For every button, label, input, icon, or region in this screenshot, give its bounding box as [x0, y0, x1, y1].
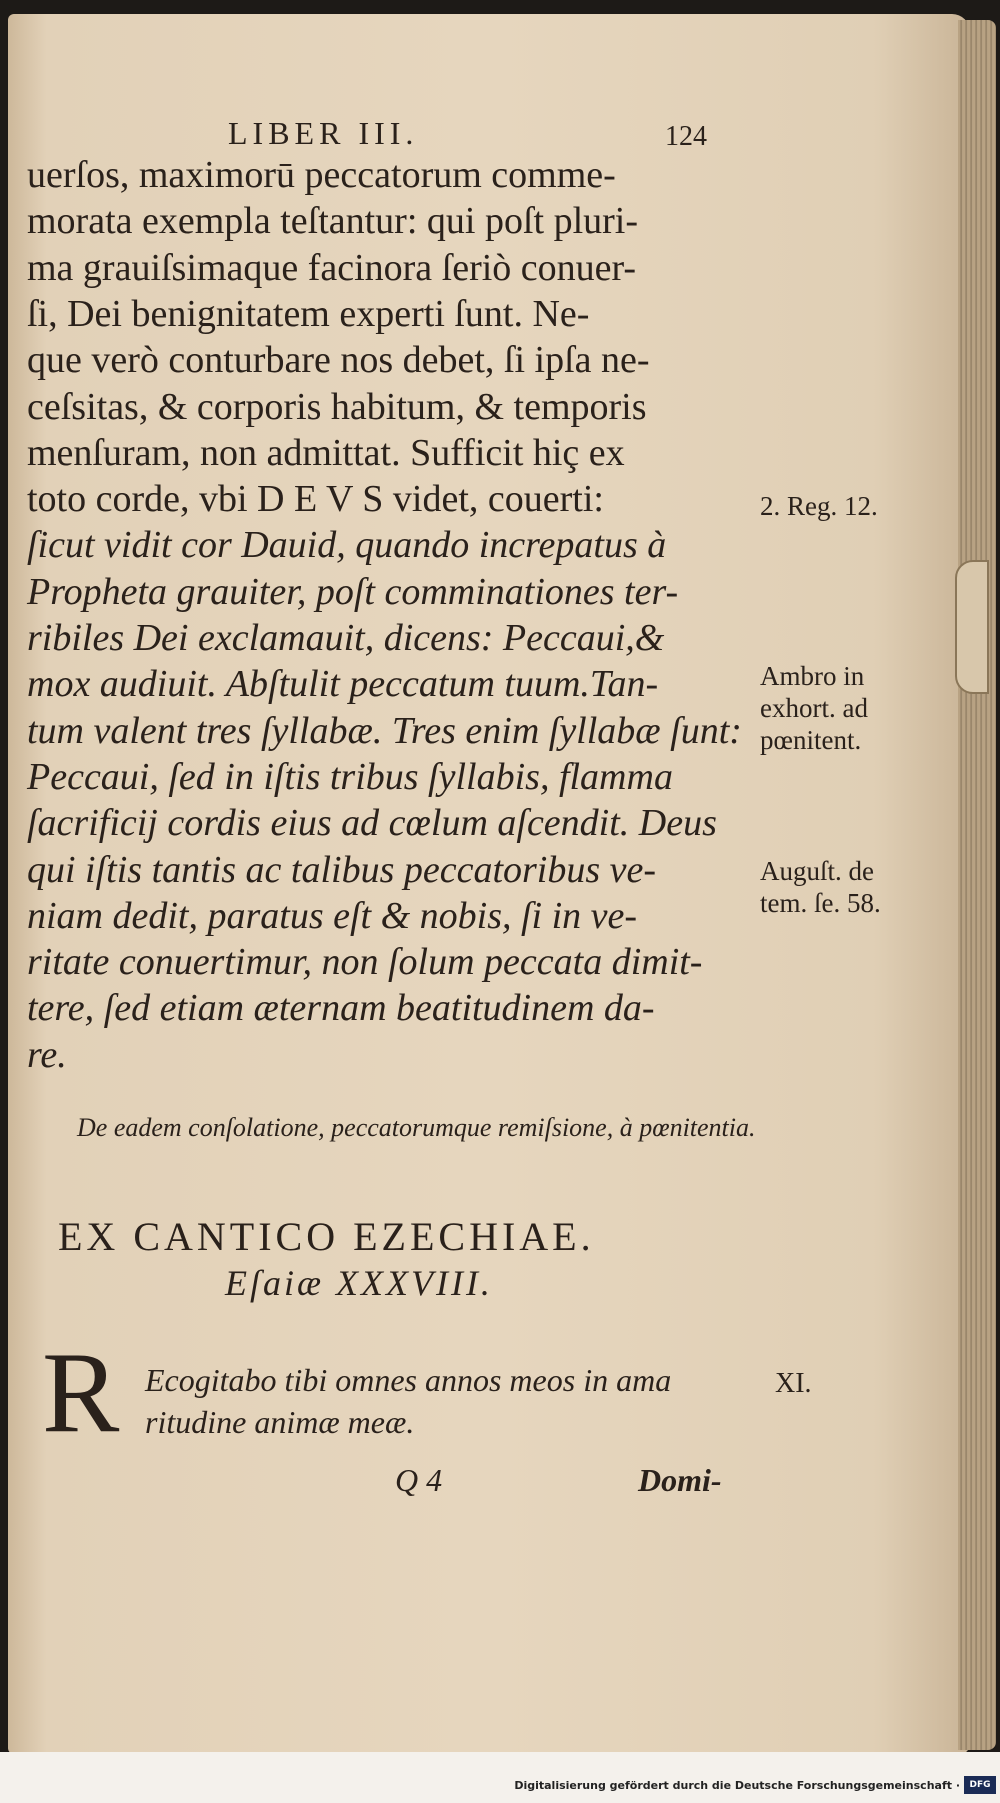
text-line: tum valent tres ſyllabæ. Tres enim ſyllabæ ſunt:	[27, 709, 742, 752]
text-line: Peccaui, ſed in iſtis tribus ſyllabis, flamma	[27, 755, 673, 798]
text-line: qui iſtis tantis ac talibus peccatoribus ve-	[27, 848, 657, 891]
margin-note: Ambro in	[760, 661, 865, 691]
catchword: Domi-	[638, 1462, 722, 1498]
margin-note: pœnitent.	[760, 725, 862, 755]
funding-credit: Digitalisierung gefördert durch die Deutsche Forschungsgemeinschaft ·	[514, 1779, 960, 1792]
page-edges	[958, 20, 996, 1750]
margin-note: tem. ſe. 58.	[760, 888, 881, 918]
text-line: ceſsitas, & corporis habitum, & temporis	[27, 385, 647, 428]
page-header	[0, 115, 1000, 155]
text-line: ſi, Dei benignitatem experti ſunt. Ne-	[27, 292, 590, 335]
drop-cap: R	[42, 1329, 120, 1457]
text-line: toto corde, vbi D E V S videt, couerti:	[27, 478, 604, 521]
margin-note: 2. Reg. 12.	[760, 491, 878, 521]
text-line: menſuram, non admittat. Sufficit hiç ex	[27, 431, 625, 474]
page-number: 124	[665, 121, 707, 152]
subheading: De eadem conſolatione, peccatorumque remiſsione, à pœnitentia.	[77, 1113, 756, 1142]
text-line: morata exempla teſtantur: qui poſt pluri-	[27, 200, 638, 243]
text-line: ſicut vidit cor Dauid, quando increpatus à	[27, 524, 667, 567]
section-title: EX CANTICO EZECHIAE.	[58, 1214, 595, 1259]
text-line: mox audiuit. Abſtulit peccatum tuum.Tan-	[27, 663, 659, 706]
verse-line: ritudine animæ meæ.	[145, 1404, 415, 1440]
text-line: ſacrificij cordis eius ad cœlum aſcendit. Deus	[27, 802, 717, 845]
running-head: LIBER III.	[228, 115, 419, 151]
verse-number: XI.	[775, 1368, 812, 1399]
text-line: ritate conuertimur, non ſolum peccata dimit-	[27, 941, 703, 984]
margin-note: Auguſt. de	[760, 856, 874, 886]
section-subtitle: Eſaiæ XXXVIII.	[225, 1263, 493, 1303]
page-clip	[955, 560, 989, 694]
verse-line: Ecogitabo tibi omnes annos meos in ama	[145, 1362, 672, 1398]
signature-mark: Q 4	[395, 1462, 443, 1498]
text-line: que verò conturbare nos debet, ſi ipſa ne-	[27, 339, 650, 382]
text-line: Propheta grauiter, poſt comminationes ter-	[27, 570, 679, 613]
text-line: uerſos, maximorū peccatorum comme-	[27, 154, 616, 196]
text-line: tere, ſed etiam æternam beatitudinem da-	[27, 987, 655, 1030]
text-line: re.	[27, 1033, 67, 1076]
text-line: ribiles Dei exclamauit, dicens: Peccaui,&	[27, 617, 665, 659]
footer-band	[0, 1752, 1000, 1803]
text-line: ma grauiſsimaque facinora ſeriò conuer-	[27, 246, 637, 289]
margin-note: exhort. ad	[760, 693, 868, 723]
text-line: niam dedit, paratus eſt & nobis, ſi in ve-	[27, 894, 638, 937]
dfg-logo-icon: DFG	[964, 1776, 996, 1794]
